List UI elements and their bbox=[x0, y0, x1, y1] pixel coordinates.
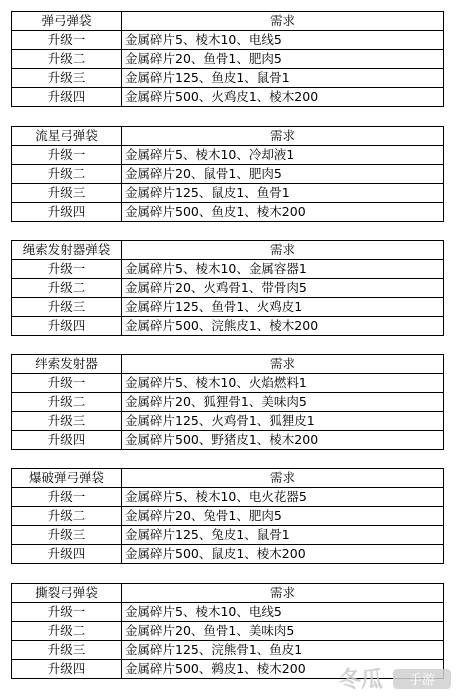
requirement-cell: 金属碎片5、棱木10、电线5 bbox=[122, 603, 444, 622]
level-cell: 升级一 bbox=[12, 31, 122, 50]
table-row bbox=[12, 260, 444, 279]
level-cell: 升级三 bbox=[12, 412, 122, 431]
table-title: 绊索发射器 bbox=[12, 355, 122, 374]
level-cell: 升级三 bbox=[12, 184, 122, 203]
requirement-cell: 金属碎片125、鱼皮1、鼠骨1 bbox=[122, 69, 444, 88]
level-cell: 升级三 bbox=[12, 641, 122, 660]
requirement-cell: 金属碎片500、鼠皮1、棱木200 bbox=[122, 545, 444, 564]
table-row bbox=[12, 393, 444, 412]
requirement-cell: 金属碎片125、浣熊骨1、鱼皮1 bbox=[122, 641, 444, 660]
requirement-header: 需求 bbox=[122, 469, 444, 488]
level-cell: 升级四 bbox=[12, 431, 122, 450]
level-cell: 升级四 bbox=[12, 203, 122, 222]
table-row bbox=[12, 488, 444, 507]
table-row bbox=[12, 603, 444, 622]
upgrade-table-slingshot-pouch bbox=[11, 11, 444, 107]
requirement-cell: 金属碎片500、浣熊皮1、棱木200 bbox=[122, 317, 444, 336]
requirement-cell: 金属碎片20、火鸡骨1、带骨肉5 bbox=[122, 279, 444, 298]
watermark-logo bbox=[337, 662, 455, 694]
upgrade-table-rope-launcher-pouch bbox=[11, 240, 444, 336]
requirement-cell: 金属碎片500、鱼皮1、棱木200 bbox=[122, 203, 444, 222]
level-cell: 升级一 bbox=[12, 374, 122, 393]
level-cell: 升级二 bbox=[12, 393, 122, 412]
table-title: 撕裂弓弹袋 bbox=[12, 584, 122, 603]
table-row bbox=[12, 88, 444, 107]
table-title: 流星弓弹袋 bbox=[12, 127, 122, 146]
requirement-cell: 金属碎片125、火鸡骨1、狐狸皮1 bbox=[122, 412, 444, 431]
requirement-cell: 金属碎片500、鹈皮1、棱木200 bbox=[122, 660, 444, 679]
requirement-header: 需求 bbox=[122, 241, 444, 260]
requirement-cell: 金属碎片125、兔皮1、鼠骨1 bbox=[122, 526, 444, 545]
table-row bbox=[12, 184, 444, 203]
level-cell: 升级二 bbox=[12, 50, 122, 69]
table-header-row bbox=[12, 355, 444, 374]
table-header-row bbox=[12, 127, 444, 146]
level-cell: 升级三 bbox=[12, 298, 122, 317]
table-title: 爆破弹弓弹袋 bbox=[12, 469, 122, 488]
requirement-cell: 金属碎片125、鼠皮1、鱼骨1 bbox=[122, 184, 444, 203]
table-row bbox=[12, 31, 444, 50]
requirement-header: 需求 bbox=[122, 355, 444, 374]
table-header-row bbox=[12, 12, 444, 31]
table-row bbox=[12, 298, 444, 317]
table-row bbox=[12, 279, 444, 298]
table-row bbox=[12, 545, 444, 564]
table-header-row bbox=[12, 469, 444, 488]
table-row bbox=[12, 526, 444, 545]
table-row bbox=[12, 69, 444, 88]
requirement-header: 需求 bbox=[122, 584, 444, 603]
upgrade-table-tripwire-launcher bbox=[11, 354, 444, 450]
level-cell: 升级一 bbox=[12, 260, 122, 279]
table-row bbox=[12, 641, 444, 660]
level-cell: 升级四 bbox=[12, 88, 122, 107]
requirement-cell: 金属碎片500、火鸡皮1、棱木200 bbox=[122, 88, 444, 107]
table-title: 弹弓弹袋 bbox=[12, 12, 122, 31]
level-cell: 升级一 bbox=[12, 146, 122, 165]
table-row bbox=[12, 50, 444, 69]
requirement-cell: 金属碎片5、棱木10、金属容器1 bbox=[122, 260, 444, 279]
table-row bbox=[12, 622, 444, 641]
upgrade-table-meteor-bow-pouch bbox=[11, 126, 444, 222]
requirement-cell: 金属碎片20、鱼骨1、肥肉5 bbox=[122, 50, 444, 69]
level-cell: 升级四 bbox=[12, 545, 122, 564]
level-cell: 升级四 bbox=[12, 660, 122, 679]
level-cell: 升级三 bbox=[12, 526, 122, 545]
level-cell: 升级一 bbox=[12, 488, 122, 507]
table-row bbox=[12, 203, 444, 222]
table-row bbox=[12, 146, 444, 165]
requirement-cell: 金属碎片5、棱木10、电火花器5 bbox=[122, 488, 444, 507]
watermark-badge-text: 手游 bbox=[408, 673, 436, 688]
table-header-row bbox=[12, 241, 444, 260]
upgrade-table-explosive-slingshot-pouch bbox=[11, 468, 444, 564]
requirement-cell: 金属碎片5、棱木10、火焰燃料1 bbox=[122, 374, 444, 393]
requirement-cell: 金属碎片125、鱼骨1、火鸡皮1 bbox=[122, 298, 444, 317]
table-row bbox=[12, 317, 444, 336]
watermark-brand-text: 冬瓜 bbox=[339, 668, 384, 693]
table-header-row bbox=[12, 584, 444, 603]
level-cell: 升级一 bbox=[12, 603, 122, 622]
table-row bbox=[12, 412, 444, 431]
requirement-cell: 金属碎片20、狐狸骨1、美味肉5 bbox=[122, 393, 444, 412]
table-title: 绳索发射器弹袋 bbox=[12, 241, 122, 260]
requirement-header: 需求 bbox=[122, 127, 444, 146]
level-cell: 升级二 bbox=[12, 165, 122, 184]
requirement-cell: 金属碎片500、野猪皮1、棱木200 bbox=[122, 431, 444, 450]
table-row bbox=[12, 431, 444, 450]
requirement-cell: 金属碎片20、鼠骨1、肥肉5 bbox=[122, 165, 444, 184]
table-row bbox=[12, 507, 444, 526]
level-cell: 升级二 bbox=[12, 622, 122, 641]
table-row bbox=[12, 165, 444, 184]
level-cell: 升级二 bbox=[12, 507, 122, 526]
requirement-cell: 金属碎片20、鱼骨1、美味肉5 bbox=[122, 622, 444, 641]
requirement-cell: 金属碎片5、棱木10、电线5 bbox=[122, 31, 444, 50]
table-row bbox=[12, 374, 444, 393]
requirement-cell: 金属碎片5、棱木10、冷却液1 bbox=[122, 146, 444, 165]
level-cell: 升级三 bbox=[12, 69, 122, 88]
level-cell: 升级二 bbox=[12, 279, 122, 298]
level-cell: 升级四 bbox=[12, 317, 122, 336]
requirement-header: 需求 bbox=[122, 12, 444, 31]
requirement-cell: 金属碎片20、兔骨1、肥肉5 bbox=[122, 507, 444, 526]
